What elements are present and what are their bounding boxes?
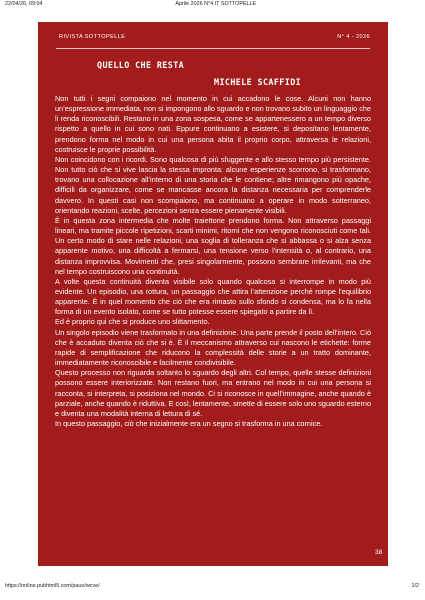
- issue-number: N° 4 - 2026: [337, 34, 370, 40]
- print-url: https://online.pubhtml5.com/pauo/wcve/: [5, 583, 100, 589]
- paragraph: Ed è proprio qui che si produce uno slittamento.: [55, 317, 210, 327]
- magazine-name: RIVISTA SOTTOPELLE: [59, 34, 126, 40]
- paragraph: A volte questa continuità diventa visibile solo quando qualcosa si interrompe in modo più evidente. Un episodio, una rottura, un passaggio che attira l’attenzione perché rompe l’equilibrio apparente. È in quel momento che ciò che era rimasto sullo sfondo si condensa, ma lo fa nella forma di un evento isolato, come se tutto potesse essere spiegato a partire da lì.: [55, 276, 371, 317]
- page-number: 38: [375, 549, 383, 556]
- magazine-header: [59, 34, 370, 40]
- article-author: MICHELE SCAFFIDI: [214, 77, 302, 87]
- article-body: [55, 94, 371, 429]
- print-page-count: 1/2: [411, 583, 419, 589]
- magazine-page: [38, 22, 388, 566]
- article-title: QUELLO CHE RESTA: [97, 60, 185, 70]
- paragraph: È in questa zona intermedia che molte traiettorie prendono forma. Non attraverso passaggi lineari, ma tramite piccole ripetizioni, scarti minimi, ritorni che non vengono riconosciuti come tali. Un certo modo di stare nelle relazioni, una soglia di tolleranza che si abbassa o si alza senza apparente motivo, una difficoltà a fermarsi, una tensione verso l’intensità o, al contrario, una distanza improvvisa. Movimenti che, presi singolarmente, possono sembrare irrilevanti, ma che nel tempo costruiscono una continuità.: [55, 215, 371, 276]
- browser-print-header: [5, 1, 419, 8]
- header-spacer: [389, 1, 419, 8]
- paragraph: Questo processo non riguarda soltanto lo sguardo degli altri. Col tempo, quelle stesse definizioni possono essere interiorizzate. Non restano fuori, ma entrano nel modo in cui una persona si racconta, si interpreta, si posiziona nel mondo. Ci si riconosce in quell’immagine, anche quando è parziale, anche quando è riduttiva. E così, lentamente, smette di essere solo uno sguardo esterno e diventa una modalità interna di lettura di sé.: [55, 368, 371, 418]
- header-divider: [56, 48, 370, 49]
- print-datetime: 22/04/26, 09:04: [5, 1, 43, 7]
- paragraph: In questo passaggio, ciò che inizialmente era un segno si trasforma in una cornice.: [55, 419, 323, 428]
- browser-print-footer: [5, 583, 419, 590]
- print-page-title: Aprile 2026 N°4 IT SOTTOPELLE: [175, 1, 257, 7]
- paragraph: Non coincidono con i ricordi. Sono qualcosa di più sfuggente e allo stesso tempo più persistente. Non tutto ciò che si vive lascia la stessa impronta: alcune esperienze scorrono, si trasformano, trovano una collocazione all’interno di una storia che le contiene; altre rimangono più opache, difficili da organizzare, come se mancasse ancora la distanza necessaria per comprenderle davvero. In questi casi non scompaiono, ma continuano a operare in modo sotterraneo, orientando reazioni, scelte, percezioni senza essere pienamente visibili.: [55, 154, 371, 215]
- paragraph: Non tutti i segni compaiono nel momento in cui accadono le cose. Alcuni non hanno un’espressione immediata, non si impongono allo sguardo e non trovano subito un linguaggio che li renda riconoscibili. Restano in una zona sospesa, come se appartenessero a un tempo diverso rispetto a quello in cui sono nati. Eppure continuano a esistere, si depositano lentamente, prendono forma nel modo in cui una persona abita il proprio corpo, attraversa le relazioni, costruisce le proprie possibilità.: [55, 94, 371, 154]
- paragraph: Un singolo episodio viene trasformato in una definizione. Una parte prende il posto dell’intero. Ciò che è accaduto diventa ciò che si è. È il meccanismo attraverso cui nascono le etichette: forme rapide di semplificazione che riducono la complessità delle storie a un tratto dominante, immediatamente riconoscibile e facilmente condivisibile.: [55, 327, 371, 368]
